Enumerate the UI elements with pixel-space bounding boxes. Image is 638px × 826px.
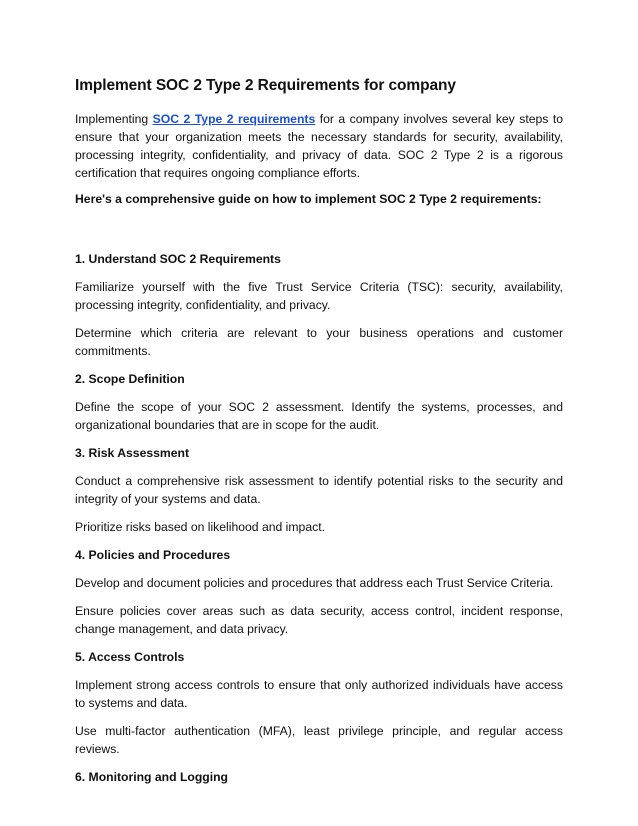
intro-text-after-link: for a company involves several key steps to ensure that your organization meets the necessary standards for security, availability, processing integrity, confidentiality, and privacy of data. SOC 2 Type 2 is a rigorous certification that requires ongoing compliance efforts. — [75, 112, 564, 180]
section-paragraph: Conduct a comprehensive risk assessment to identify potential risks to the security and integrity of your systems and data. — [75, 474, 563, 506]
section-paragraph: Ensure policies cover areas such as data security, access control, incident response, change management, and data privacy. — [75, 604, 563, 636]
section-paragraph: Use multi-factor authentication (MFA), least privilege principle, and regular access reviews. — [75, 724, 563, 756]
soc2-requirements-link[interactable]: SOC 2 Type 2 requirements — [152, 112, 316, 126]
section-paragraph: Familiarize yourself with the five Trust Service Criteria (TSC): security, availability, processing integrity, confidentiality, and privacy. — [75, 280, 563, 312]
section-heading-access-controls: 5. Access Controls — [75, 650, 185, 664]
section-heading-policies-procedures: 4. Policies and Procedures — [75, 548, 231, 562]
document-page — [75, 76, 563, 796]
section-paragraph: Develop and document policies and procedures that address each Trust Service Criteria. — [75, 576, 554, 590]
intro-paragraph — [75, 110, 563, 182]
intro-text-before-link: Implementing — [75, 112, 153, 126]
section-heading-scope-definition: 2. Scope Definition — [75, 372, 185, 386]
section-paragraph: Define the scope of your SOC 2 assessment. Identify the systems, processes, and organizational boundaries that are in scope for the audit. — [75, 400, 563, 432]
section-paragraph: Determine which criteria are relevant to your business operations and customer commitments. — [75, 326, 563, 358]
document-title: Implement SOC 2 Type 2 Requirements for company — [75, 77, 456, 94]
guide-lead-text: Here's a comprehensive guide on how to implement SOC 2 Type 2 requirements: — [75, 192, 542, 206]
section-heading-risk-assessment: 3. Risk Assessment — [75, 446, 190, 460]
section-paragraph: Implement strong access controls to ensure that only authorized individuals have access to systems and data. — [75, 678, 563, 710]
section-paragraph: Prioritize risks based on likelihood and impact. — [75, 520, 325, 534]
section-heading-monitoring-logging: 6. Monitoring and Logging — [75, 770, 228, 784]
section-heading-understand-requirements: 1. Understand SOC 2 Requirements — [75, 252, 281, 266]
